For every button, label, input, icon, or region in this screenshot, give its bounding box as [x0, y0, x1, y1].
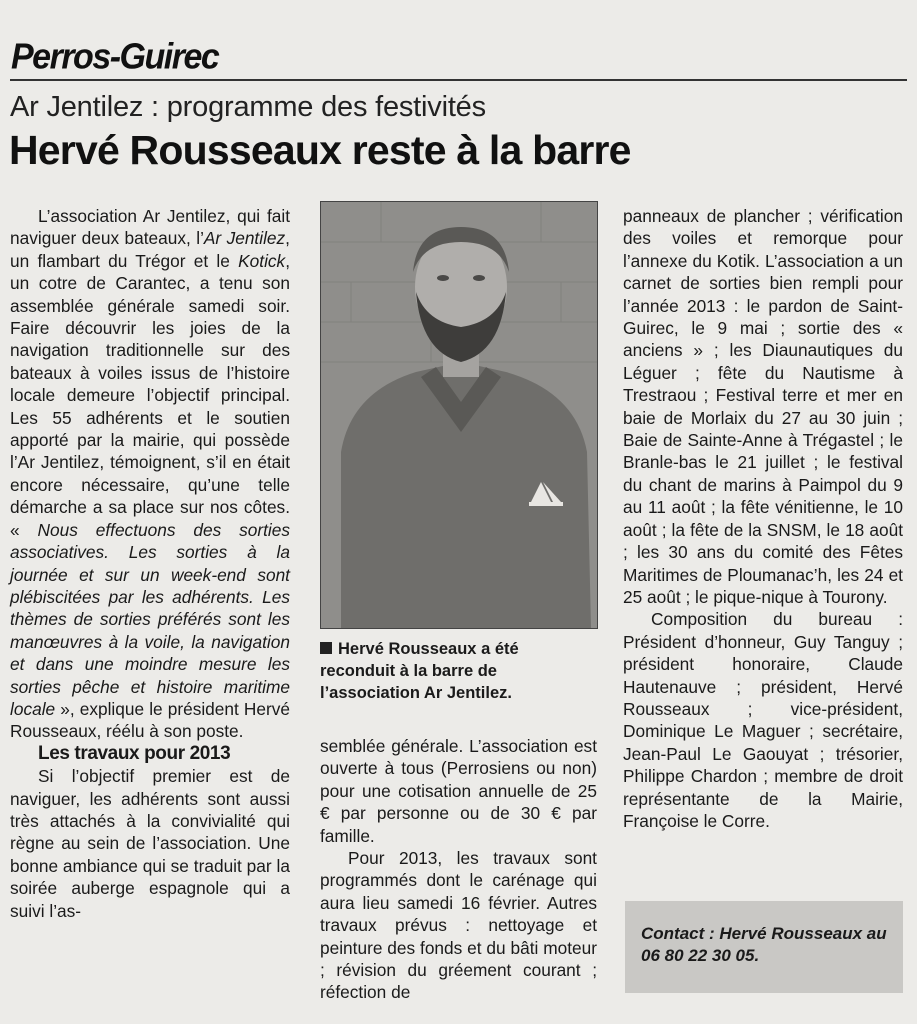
article-headline: Hervé Rousseaux reste à la barre	[9, 127, 631, 173]
paragraph: Pour 2013, les travaux sont programmés dont le carénage qui aura lieu samedi 16 février. Autres travaux prévus : nettoyage et peinture des fonds et du bâti moteur ; révision du gréement courant ; réfection de	[320, 848, 597, 1003]
quote: Nous effectuons des sorties associatives. Les sorties à la journée et sur un week-end sont plébiscitées par les adhérents. Les thèmes de sorties préférés sont les manœuvres à la voile, la navigation et dans une moindre mesure les sorties pêche et histoire maritime locale	[10, 519, 290, 719]
paragraph: Si l’objectif premier est de naviguer, les adhérents sont aussi très attachés à la convivialité qui règne au sein de l’association. Une bonne ambiance qui se traduit par la soirée auberge espagnole qui a suivi l’as-	[10, 766, 290, 921]
contact-box	[625, 901, 903, 993]
photo-caption	[320, 638, 597, 704]
text-run: L’association Ar Jentilez, qui fait naviguer deux bateaux, l’	[10, 206, 290, 249]
article-kicker: Ar Jentilez : programme des festivités	[10, 91, 486, 123]
article-column-3	[623, 205, 903, 832]
section-rule	[10, 79, 907, 81]
contact-text: Contact : Hervé Rousseaux au 06 80 22 30 05.	[641, 924, 887, 965]
caption-bullet	[320, 642, 332, 654]
paragraph: panneaux de plancher ; vérification des voiles et remorque pour l’annexe du Kotik. L’association a un carnet de sorties bien rempli pour l’année 2013 : le pardon de Saint-Guirec, le 9 mai ; sortie des « anciens » ; les Diaunautiques du Léguer ; fête du Nautisme à Trestraou ; Festival terre et mer en baie de Morlaix du 27 au 30 juin ; Baie de Sainte-Anne à Trégastel ; le Branle-bas le 21 juillet ; le festival du chant de marins à Paimpol du 9 au 11 août ; la fête vénitienne, le 10 août ; la fête de la SNSM, le 18 août ; les 30 ans du comité des Fêtes Maritimes de Ploumanac’h, les 24 et 25 août ; le pique-nique à Tourony.	[623, 206, 903, 607]
paragraph	[10, 205, 290, 743]
text-run: , un cotre de Carantec, a tenu son assemblée générale samedi soir. Faire découvrir les joies de la navigation traditionnelle sur des bateaux à voiles issus de l’histoire locale demeure l’objectif principal. Les 55 adhérents et le soutien apporté par la mairie, qui possède l’Ar Jentilez, témoignent, s’il en était encore nécessaire, qu’une telle démarche a sa place sur nos côtes. «	[10, 250, 290, 540]
portrait-image	[321, 202, 597, 628]
text-run: », explique le président Hervé Rousseaux, réélu à son poste.	[10, 698, 290, 742]
boat-name: Ar Jentilez	[203, 228, 286, 249]
portrait-photo	[320, 201, 598, 629]
text-run: , un flambart du Trégor et le	[10, 228, 290, 271]
caption-text: Hervé Rousseaux a été reconduit à la barre de l’association Ar Jentilez.	[320, 640, 519, 702]
section-title: Perros-Guirec	[11, 37, 219, 77]
paragraph: Composition du bureau : Président d’honneur, Guy Tanguy ; président honoraire, Claude Hautenauve ; président, Hervé Rousseaux ; vice-président, Dominique Le Maguer ; secrétaire, Jean-Paul Le Gaouyat ; trésorier, Philippe Chardon ; membre de droit représentante de la Mairie, Françoise le Corre.	[623, 609, 903, 831]
article-column-1	[10, 205, 290, 922]
subheading: Les travaux pour 2013	[38, 742, 231, 764]
paragraph: semblée générale. L’association est ouverte à tous (Perrosiens ou non) pour une cotisation annuelle de 25 € par personne ou de 30 € par famille.	[320, 736, 597, 846]
article-column-2	[320, 735, 597, 1004]
boat-name: Kotick	[238, 250, 286, 271]
